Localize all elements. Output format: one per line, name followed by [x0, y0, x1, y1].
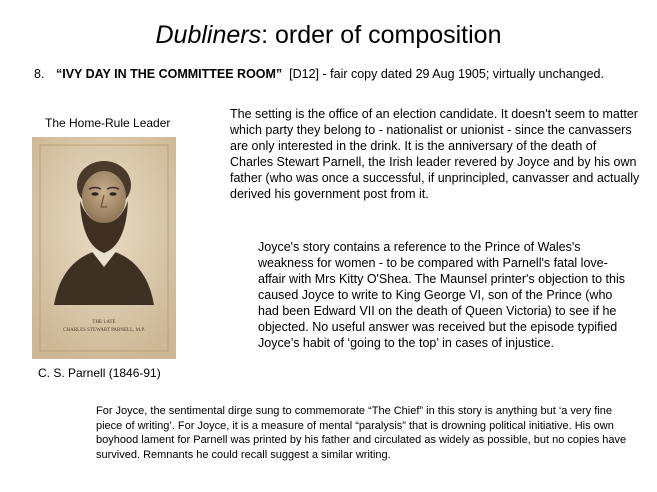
title-italic: Dubliners — [155, 21, 262, 49]
composition-note: - fair copy dated 29 Aug 1905; virtually unchanged. — [319, 67, 604, 81]
story-title: “IVY DAY IN THE COMMITTEE ROOM” — [56, 67, 283, 81]
portrait-caption-bottom: C. S. Parnell (1846-91) — [38, 366, 161, 380]
title-rest: : order of composition — [261, 21, 502, 49]
story-code: [D12] — [289, 67, 320, 81]
portrait-inscription-line2: CHARLES STEWART PARNELL, M.P. — [63, 328, 145, 333]
item-heading — [34, 67, 604, 81]
page-title — [0, 20, 657, 50]
portrait-image — [32, 137, 176, 359]
setting-paragraph: The setting is the office of an election candidate. It doesn't seem to matter which party they belong to - nationalist or unionist - since the canvassers are only interested in the drink. It is the anniversary of the death of Charles Stewart Parnell, the Irish leader revered by Joyce and by his own father (who was once a successful, if unprincipled, canvasser and actually derived his government post from it. — [230, 107, 640, 201]
portrait-inscription-line1: THE LATE — [92, 320, 116, 325]
portrait-caption-top: The Home-Rule Leader — [45, 116, 171, 130]
parnell-portrait — [32, 137, 176, 359]
dirge-paragraph: For Joyce, the sentimental dirge sung to commemorate “The Chief” in this story is anything but ‘a very fine piece of writing’. For Joyce, it is a measure of mental “paralysis” that is drowning political initiative. His own boyhood lament for Parnell was printed by his father and circulated as widely as possible, but no copies have survived. Remnants he could recall suggest a similar writing. — [96, 405, 627, 461]
item-number: 8. — [34, 67, 45, 81]
prince-reference-paragraph: Joyce's story contains a reference to the Prince of Wales's weakness for women - to be compared with Parnell's fatal love-affair with Mrs Kitty O'Shea. The Maunsel printer's objection to this caused Joyce to write to King George VI, son of the Prince (who had been Edward VII on the death of Queen Victoria) to see if he objected. No useful answer was received but the episode typified Joyce’s habit of ‘going to the top’ in cases of injustice. — [258, 240, 625, 350]
